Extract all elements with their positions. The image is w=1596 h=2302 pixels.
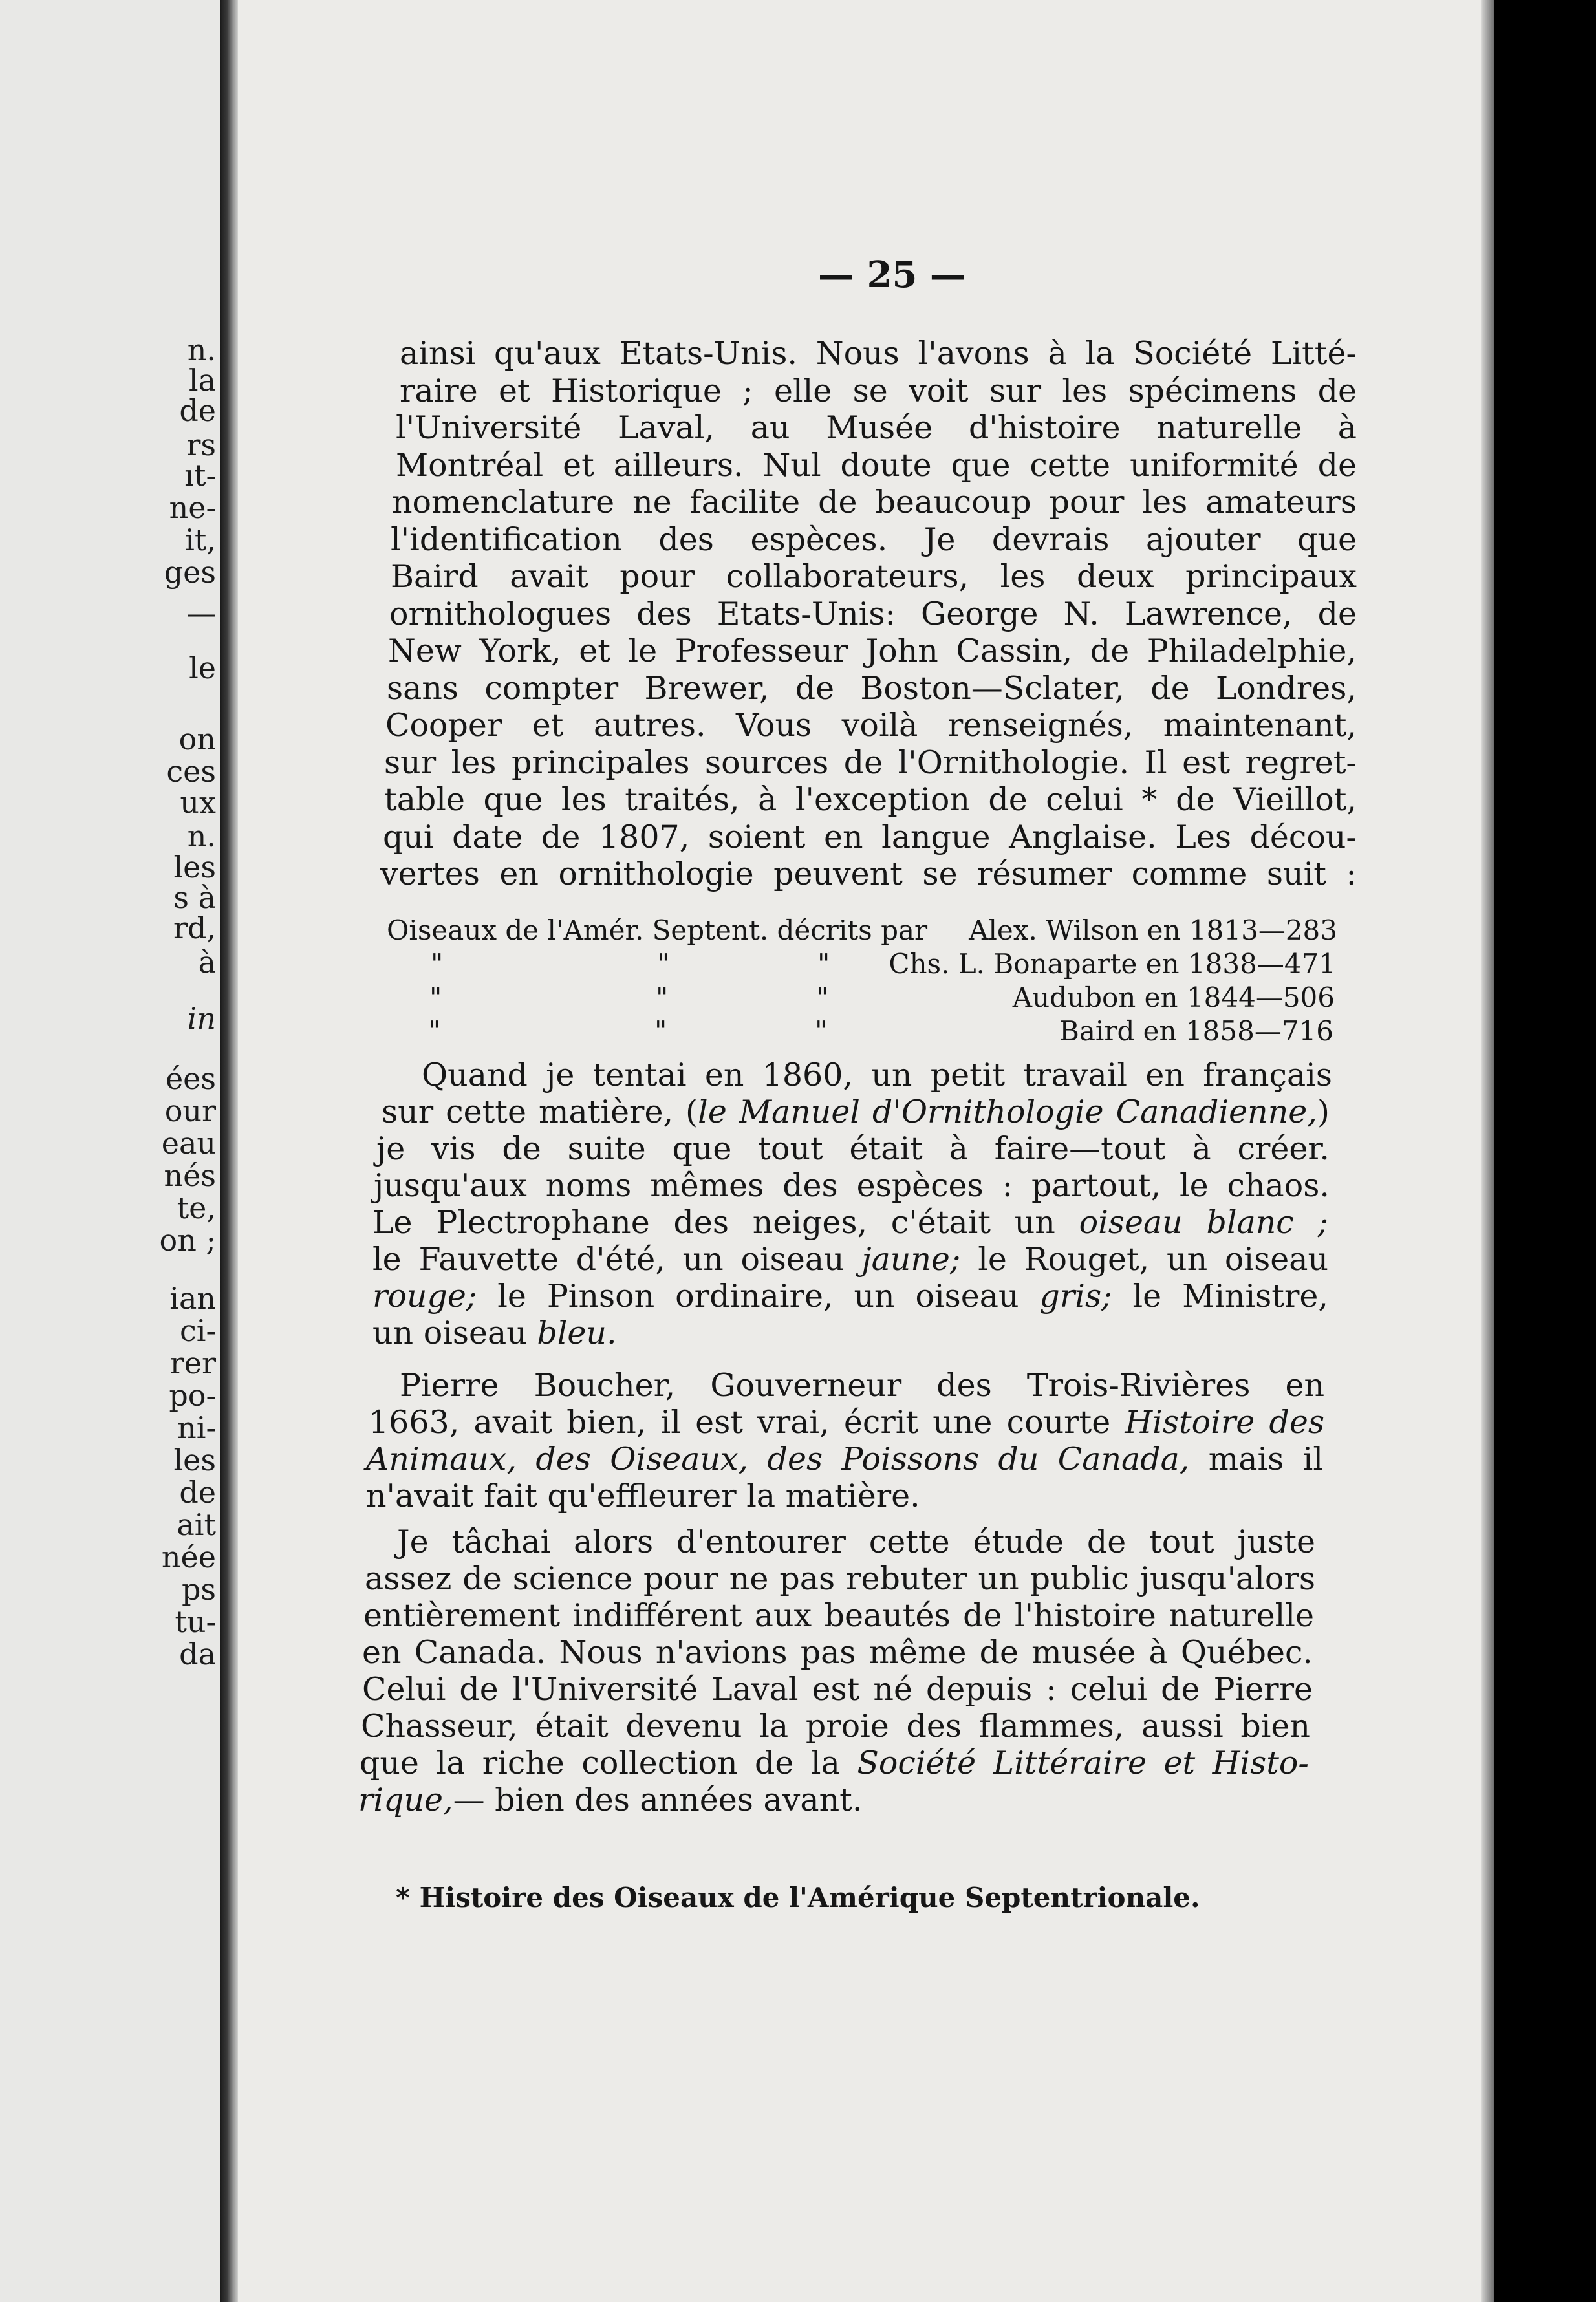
facing-page-fragment: ait — [177, 1507, 216, 1542]
facing-page-fragment: our — [164, 1093, 216, 1128]
facing-page-fragment: eau — [161, 1126, 216, 1161]
text-line: sur les principales sources de l'Ornithologie. Il est regret- — [384, 744, 1357, 781]
text-line: jusqu'aux noms mêmes des espèces : partout, le chaos. — [374, 1167, 1330, 1204]
text-line: rique,— bien des années avant. — [358, 1781, 863, 1818]
facing-page-fragment: ıt- — [184, 458, 216, 493]
facing-page-fragment: on ; — [159, 1223, 216, 1258]
text-line: qui date de 1807, soient en langue Anglaise. Les décou- — [383, 818, 1357, 855]
text-line: assez de science pour ne pas rebuter un public jusqu'alors — [365, 1560, 1315, 1597]
text-line: Baird avait pour collaborateurs, les deux principaux — [391, 558, 1357, 595]
text-line: Pierre Boucher, Gouverneur des Trois-Rivières en — [400, 1367, 1324, 1404]
facing-page-fragment: ci- — [179, 1313, 216, 1348]
text-line: rouge; le Pinson ordinaire, un oiseau gris; le Ministre, — [372, 1278, 1328, 1315]
text-line: un oiseau bleu. — [372, 1315, 617, 1351]
facing-page-fragment: s à — [173, 880, 216, 915]
facing-page-edge — [0, 0, 220, 2302]
facing-page-fragment: les — [173, 850, 216, 885]
ditto-mark: " — [656, 982, 669, 1013]
text-line: Je tâchai alors d'entourer cette étude de tout juste — [397, 1523, 1315, 1560]
facing-page-fragment: te, — [177, 1190, 216, 1225]
ditto-mark: " — [429, 982, 442, 1013]
text-line: vertes en ornithologie peuvent se résumer comme suit : — [380, 855, 1357, 892]
text-line: Quand je tentai en 1860, un petit travail en français — [422, 1057, 1332, 1093]
text-line: le Fauvette d'été, un oiseau jaune; le Rouget, un oiseau — [372, 1241, 1329, 1278]
facing-page-fragment: de — [179, 393, 216, 428]
text-line: nomenclature ne facilite de beaucoup pour les amateurs — [392, 484, 1357, 521]
facing-page-fragment: ni- — [177, 1410, 216, 1445]
facing-page-fragment: tu- — [175, 1604, 216, 1639]
text-line: ornithologues des Etats-Unis: George N. Lawrence, de — [389, 595, 1357, 632]
facing-page-fragment: — — [186, 596, 216, 630]
table-cell-author: Baird en 1858—716 — [1059, 1015, 1333, 1047]
text-line: ainsi qu'aux Etats-Unis. Nous l'avons à la Société Litté- — [400, 335, 1357, 372]
text-line: sans compter Brewer, de Boston—Sclater, de Londres, — [387, 669, 1357, 707]
facing-page-fragment: née — [161, 1540, 216, 1575]
facing-page-fragment: it, — [185, 522, 216, 557]
text-line: raire et Historique ; elle se voit sur les spécimens de — [400, 372, 1357, 409]
ditto-mark: " — [657, 948, 670, 980]
text-line: Montréal et ailleurs. Nul doute que cette uniformité de — [396, 446, 1357, 484]
facing-page-fragment: n. — [187, 332, 216, 367]
facing-page-fragment: rs — [186, 427, 216, 462]
text-line: que la riche collection de la Société Littéraire et Histo- — [360, 1745, 1309, 1781]
text-line: Le Plectrophane des neiges, c'était un oiseau blanc ; — [372, 1204, 1328, 1241]
facing-page-fragment: à — [198, 945, 216, 980]
page-number: — 25 — — [818, 253, 966, 296]
facing-page-fragment: da — [179, 1637, 216, 1672]
text-line: Chasseur, était devenu la proie des flammes, aussi bien — [361, 1708, 1310, 1745]
text-line: l'identification des espèces. Je devrais ajouter que — [391, 521, 1357, 558]
ditto-mark: " — [431, 948, 444, 980]
table-cell-label: Oiseaux de l'Amér. Septent. décrits par — [387, 914, 928, 946]
text-line: entièrement indifférent aux beautés de l'histoire naturelle — [363, 1597, 1314, 1634]
text-line: Cooper et autres. Vous voilà renseignés, maintenant, — [385, 707, 1357, 744]
text-line: 1663, avait bien, il est vrai, écrit une courte Histoire des — [369, 1404, 1324, 1441]
facing-page-fragment: ne- — [169, 490, 216, 525]
facing-page-fragment: de — [179, 1475, 216, 1510]
facing-page-fragment: ges — [164, 555, 216, 590]
text-line: sur cette matière, (le Manuel d'Ornithologie Canadienne,) — [382, 1093, 1330, 1130]
book-gutter — [220, 0, 238, 2302]
ditto-mark: " — [815, 1015, 828, 1047]
table-cell-author: Alex. Wilson en 1813—283 — [969, 914, 1337, 946]
facing-page-fragment: ces — [166, 754, 216, 789]
facing-page-fragment: in — [187, 1001, 216, 1036]
ditto-mark: " — [654, 1015, 667, 1047]
facing-page-fragment: on — [178, 722, 216, 757]
ditto-mark: " — [817, 948, 830, 980]
text-line: Celui de l'Université Laval est né depuis : celui de Pierre — [362, 1671, 1313, 1708]
text-line: l'Université Laval, au Musée d'histoire naturelle à — [396, 409, 1357, 446]
facing-page-fragment: ian — [169, 1281, 216, 1316]
facing-page-fragment: po- — [169, 1378, 216, 1413]
text-line: je vis de suite que tout était à faire—tout à créer. — [376, 1130, 1330, 1167]
facing-page-fragment: la — [188, 363, 216, 398]
facing-page-fragment: les — [173, 1443, 216, 1478]
facing-page-fragment: ps — [181, 1572, 216, 1607]
facing-page-fragment: rer — [169, 1346, 216, 1381]
facing-page-fragment: ux — [180, 785, 216, 820]
facing-page-fragment: nés — [164, 1158, 216, 1193]
text-line: n'avait fait qu'effleurer la matière. — [366, 1478, 920, 1514]
facing-page-fragment: rd, — [173, 910, 216, 945]
footnote: * Histoire des Oiseaux de l'Amérique Septentrionale. — [396, 1882, 1200, 1913]
table-cell-author: Audubon en 1844—506 — [1012, 982, 1335, 1013]
facing-page-fragment: ées — [165, 1061, 216, 1096]
table-cell-author: Chs. L. Bonaparte en 1838—471 — [889, 948, 1336, 980]
ditto-mark: " — [816, 982, 829, 1013]
text-line: Animaux, des Oiseaux, des Poissons du Canada, mais il — [366, 1441, 1323, 1478]
text-line: en Canada. Nous n'avions pas même de musée à Québec. — [362, 1634, 1313, 1671]
ditto-mark: " — [428, 1015, 441, 1047]
facing-page-fragment: le — [189, 651, 216, 685]
text-line: New York, et le Professeur John Cassin, de Philadelphie, — [388, 632, 1357, 669]
facing-page-fragment: n. — [187, 819, 216, 854]
page-edge-shadow — [1481, 0, 1494, 2302]
text-line: table que les traités, à l'exception de celui * de Vieillot, — [384, 781, 1357, 818]
